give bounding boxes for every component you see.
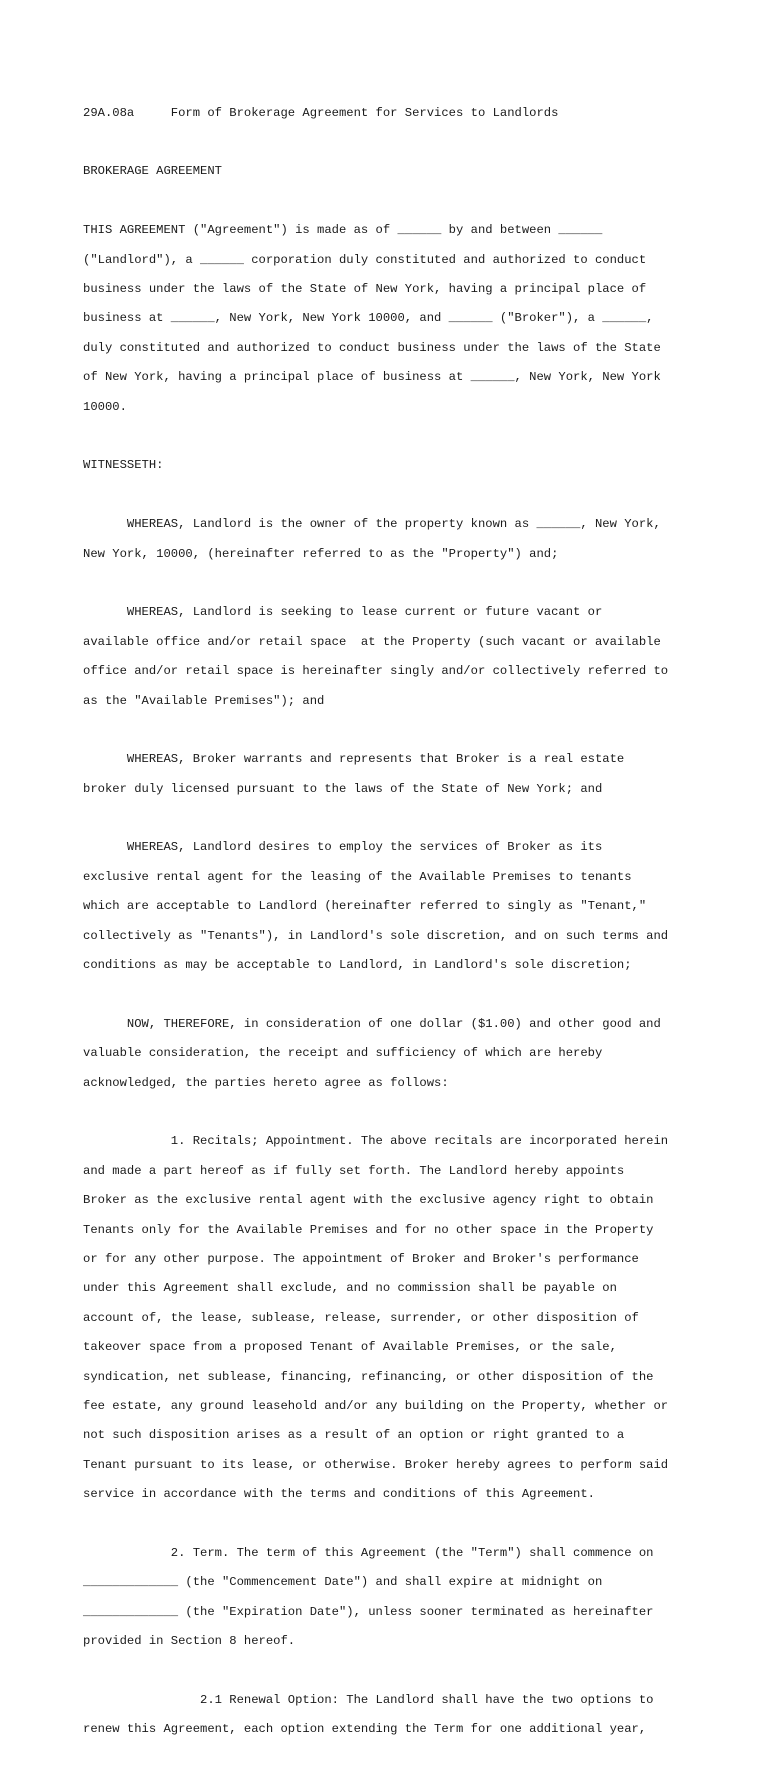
- whereas-line: exclusive rental agent for the leasing of the Available Premises to tenants: [83, 869, 632, 884]
- now-therefore-line: valuable consideration, the receipt and sufficiency of which are hereby: [83, 1046, 603, 1061]
- section-1-line: service in accordance with the terms and conditions of this Agreement.: [83, 1487, 595, 1502]
- document-body: [83, 91, 743, 1766]
- whereas-line: broker duly licensed pursuant to the laws of the State of New York; and: [83, 781, 603, 796]
- whereas-line: available office and/or retail space at the Property (such vacant or available: [83, 634, 661, 649]
- section-2-line: _____________ (the "Commencement Date") and shall expire at midnight on: [83, 1575, 603, 1590]
- whereas-line: collectively as "Tenants"), in Landlord's sole discretion, and on such terms and: [83, 928, 669, 943]
- intro-line: of New York, having a principal place of business at ______, New York, New York: [83, 370, 661, 385]
- whereas-line: WHEREAS, Broker warrants and represents that Broker is a real estate: [83, 752, 625, 767]
- blank-line: [83, 194, 743, 209]
- blank-line: [83, 576, 743, 591]
- blank-line: [83, 429, 743, 444]
- section-2-line: _____________ (the "Expiration Date"), unless sooner terminated as hereinafter: [83, 1604, 654, 1619]
- blank-line: [83, 1516, 743, 1531]
- witnesseth-heading: WITNESSETH:: [83, 458, 164, 473]
- blank-line: [83, 488, 743, 503]
- section-2-line: 2. Term. The term of this Agreement (the "Term") shall commence on: [83, 1545, 654, 1560]
- section-1-line: 1. Recitals; Appointment. The above recitals are incorporated herein: [83, 1134, 669, 1149]
- whereas-line: WHEREAS, Landlord desires to employ the services of Broker as its: [83, 840, 603, 855]
- section-1-line: syndication, net sublease, financing, refinancing, or other disposition of the: [83, 1369, 654, 1384]
- intro-line: THIS AGREEMENT ("Agreement") is made as of ______ by and between ______: [83, 223, 603, 238]
- document-title: BROKERAGE AGREEMENT: [83, 164, 222, 179]
- intro-line: business under the laws of the State of New York, having a principal place of: [83, 282, 647, 297]
- section-1-line: account of, the lease, sublease, release, surrender, or other disposition of: [83, 1310, 639, 1325]
- section-1-line: under this Agreement shall exclude, and no commission shall be payable on: [83, 1281, 617, 1296]
- section-1-line: Tenant pursuant to its lease, or otherwise. Broker hereby agrees to perform said: [83, 1457, 669, 1472]
- now-therefore-line: NOW, THEREFORE, in consideration of one dollar ($1.00) and other good and: [83, 1016, 661, 1031]
- blank-line: [83, 723, 743, 738]
- section-1-line: Tenants only for the Available Premises and for no other space in the Property: [83, 1222, 654, 1237]
- blank-line: [83, 987, 743, 1002]
- blank-line: [83, 811, 743, 826]
- intro-line: duly constituted and authorized to conduct business under the laws of the State: [83, 340, 661, 355]
- section-1-line: not such disposition arises as a result of an option or right granted to a: [83, 1428, 625, 1443]
- section-1-line: fee estate, any ground leasehold and/or any building on the Property, whether or: [83, 1398, 669, 1413]
- whereas-line: office and/or retail space is hereinafter singly and/or collectively referred to: [83, 664, 669, 679]
- intro-line: 10000.: [83, 399, 127, 414]
- section-2-1-line: renew this Agreement, each option extending the Term for one additional year,: [83, 1722, 647, 1737]
- intro-line: ("Landlord"), a ______ corporation duly constituted and authorized to conduct: [83, 252, 647, 267]
- document-header: 29A.08a Form of Brokerage Agreement for Services to Landlords: [83, 105, 559, 120]
- whereas-line: conditions as may be acceptable to Landlord, in Landlord's sole discretion;: [83, 958, 632, 973]
- whereas-line: WHEREAS, Landlord is the owner of the property known as ______, New York,: [83, 517, 661, 532]
- section-2-1-line: 2.1 Renewal Option: The Landlord shall have the two options to: [83, 1692, 654, 1707]
- whereas-line: New York, 10000, (hereinafter referred to as the "Property") and;: [83, 546, 559, 561]
- blank-line: [83, 1105, 743, 1120]
- whereas-line: which are acceptable to Landlord (hereinafter referred to singly as "Tenant,": [83, 899, 647, 914]
- section-1-line: takeover space from a proposed Tenant of Available Premises, or the sale,: [83, 1340, 617, 1355]
- section-2-line: provided in Section 8 hereof.: [83, 1634, 296, 1649]
- section-1-line: Broker as the exclusive rental agent with the exclusive agency right to obtain: [83, 1193, 654, 1208]
- whereas-line: as the "Available Premises"); and: [83, 693, 325, 708]
- section-1-line: or for any other purpose. The appointment of Broker and Broker's performance: [83, 1251, 639, 1266]
- now-therefore-line: acknowledged, the parties hereto agree as follows:: [83, 1075, 449, 1090]
- section-1-line: and made a part hereof as if fully set forth. The Landlord hereby appoints: [83, 1163, 625, 1178]
- blank-line: [83, 135, 743, 150]
- blank-line: [83, 1663, 743, 1678]
- whereas-line: WHEREAS, Landlord is seeking to lease current or future vacant or: [83, 605, 603, 620]
- intro-line: business at ______, New York, New York 10000, and ______ ("Broker"), a ______,: [83, 311, 654, 326]
